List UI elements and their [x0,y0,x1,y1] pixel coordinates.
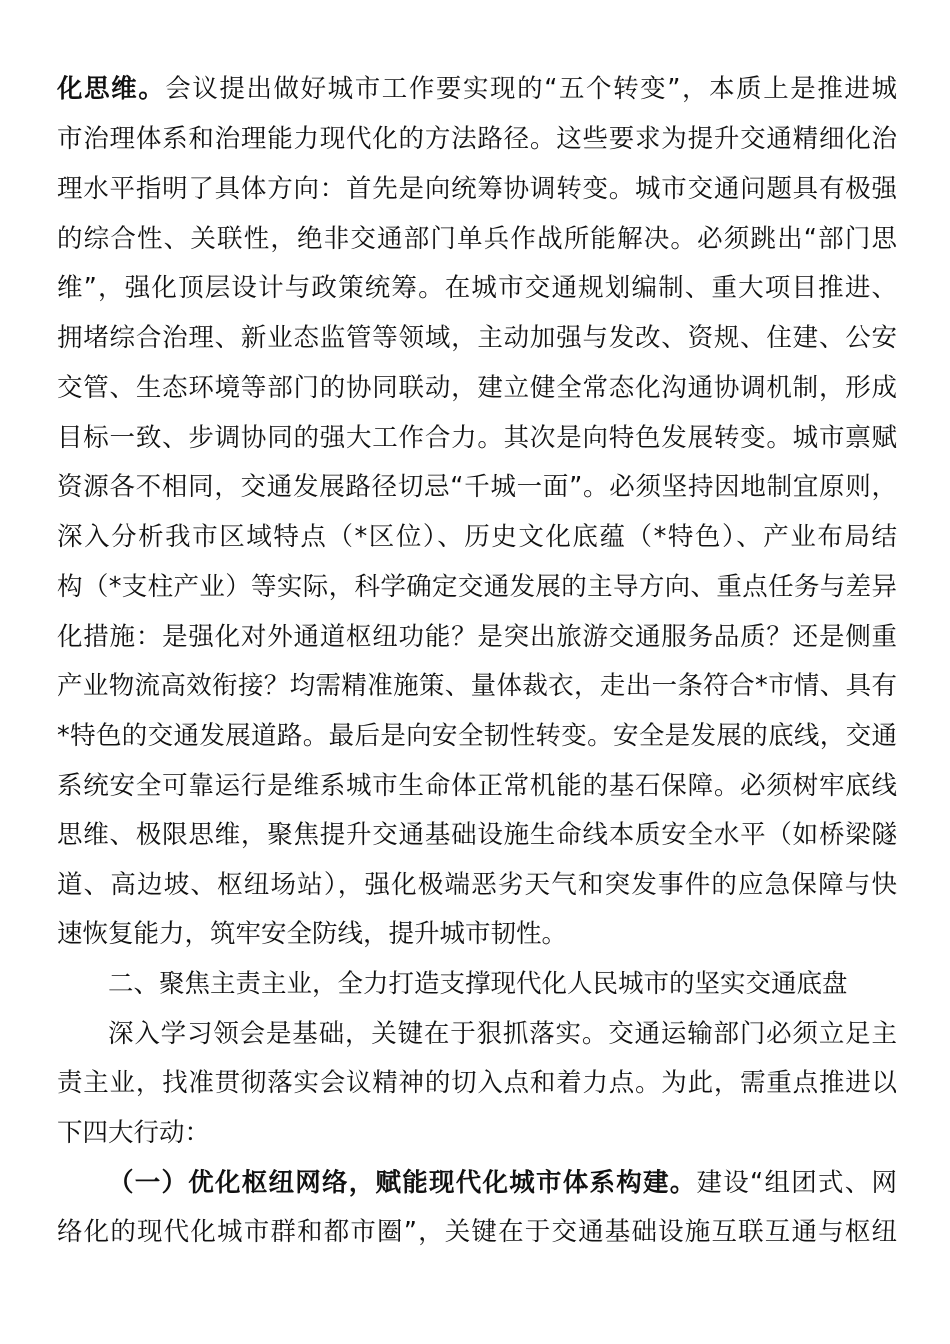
paragraph-line: 思维、极限思维，聚焦提升交通基础设施生命线本质安全水平（如桥梁隧 [57,820,897,850]
paragraph-line: 产业物流高效衔接？均需精准施策、量体裁衣，走出一条符合*市情、具有 [57,671,897,701]
paragraph-line: 速恢复能力，筑牢安全防线，提升城市韧性。 [57,919,568,949]
subsection-heading: （一）优化枢纽网络，赋能现代化城市体系构建。 [108,1168,697,1198]
paragraph-line: 深入学习领会是基础，关键在于狠抓落实。交通运输部门必须立足主 [108,1019,897,1049]
paragraph-line: 理水平指明了具体方向：首先是向统筹协调转变。城市交通问题具有极强 [57,174,897,204]
section-heading: 二、聚焦主责主业，全力打造支撑现代化人民城市的坚实交通底盘 [108,969,848,999]
paragraph-line: 资源各不相同，交通发展路径切忌“千城一面”。必须坚持因地制宜原则， [57,472,897,502]
paragraph-line: 道、高边坡、枢纽场站），强化极端恶劣天气和突发事件的应急保障与快 [57,870,897,900]
paragraph-line: 构（*支柱产业）等实际，科学确定交通发展的主导方向、重点任务与差异 [57,572,897,602]
paragraph-line: 拥堵综合治理、新业态监管等领域，主动加强与发改、资规、住建、公安 [57,323,897,353]
paragraph-line: 下四大行动： [57,1118,211,1148]
paragraph-line: 化措施：是强化对外通道枢纽功能？是突出旅游交通服务品质？还是侧重 [57,622,897,652]
paragraph-line: 责主业，找准贯彻落实会议精神的切入点和着力点。为此，需重点推进以 [57,1068,897,1098]
paragraph-line: 系统安全可靠运行是维系城市生命体正常机能的基石保障。必须树牢底线 [57,771,897,801]
paragraph-line: 络化的现代化城市群和都市圈”，关键在于交通基础设施互联互通与枢纽 [57,1217,897,1247]
paragraph-line: 市治理体系和治理能力现代化的方法路径。这些要求为提升交通精细化治 [57,124,897,154]
paragraph-line: 的综合性、关联性，绝非交通部门单兵作战所能解决。必须跳出“部门思 [57,224,897,254]
paragraph-line: （一）优化枢纽网络，赋能现代化城市体系构建。建设“组团式、网 [108,1168,897,1198]
paragraph-line: *特色的交通发展道路。最后是向安全韧性转变。安全是发展的底线，交通 [57,721,897,751]
bold-lead: 化思维。 [57,74,166,104]
paragraph-line: 深入分析我市区域特点（*区位）、历史文化底蕴（*特色）、产业布局结 [57,522,897,552]
paragraph-line: 交管、生态环境等部门的协同联动，建立健全常态化沟通协调机制，形成 [57,373,897,403]
paragraph-line: 维”，强化顶层设计与政策统筹。在城市交通规划编制、重大项目推进、 [57,273,897,303]
paragraph-line: 目标一致、步调协同的强大工作合力。其次是向特色发展转变。城市禀赋 [57,423,897,453]
paragraph-line: 化思维。会议提出做好城市工作要实现的“五个转变”，本质上是推进城 [57,74,897,104]
